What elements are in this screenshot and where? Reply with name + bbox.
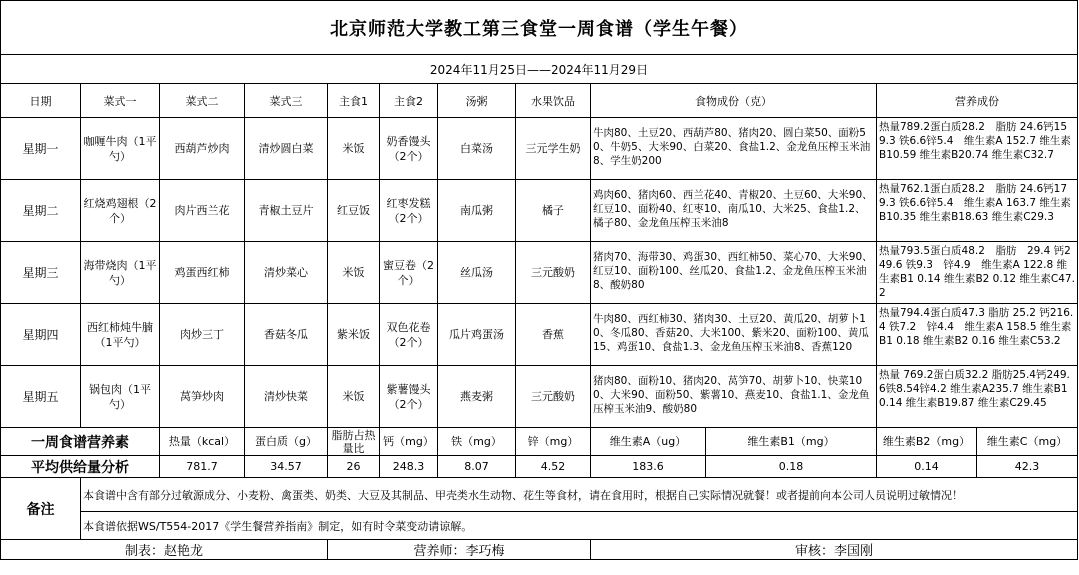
summary-value-row <box>1 456 1078 478</box>
dish3: 清炒圆白菜 <box>245 118 328 180</box>
ingredients: 猪肉70、海带30、鸡蛋30、西红柿50、菜心70、大米90、红豆10、面粉100、丝瓜20、食盐1.2、金龙鱼压榨玉米油8、酸奶80 <box>591 242 877 304</box>
dish1: 锅包肉（1平勺） <box>81 366 160 428</box>
dish3: 清炒菜心 <box>245 242 328 304</box>
summary-value: 4.52 <box>516 456 591 478</box>
ingredients: 猪肉80、面粉10、猪肉20、莴笋70、胡萝卜10、快菜100、大米90、面粉50、紫薯10、燕麦10、食盐1.1、金龙鱼压榨玉米油9、酸奶80 <box>591 366 877 428</box>
nutrition: 热量 769.2蛋白质32.2 脂肪25.4钙249.6铁8.54锌4.2 维生素A235.7 维生素B10.14 维生素B19.87 维生素C29.45 <box>877 366 1078 428</box>
summary-value: 0.14 <box>877 456 977 478</box>
summary-label-1: 一周食谱营养素 <box>1 428 160 456</box>
dish1: 咖喱牛肉（1平勺） <box>81 118 160 180</box>
staple2: 紫薯馒头（2个） <box>380 366 438 428</box>
summary-value: 26 <box>328 456 380 478</box>
header-fruit: 水果饮品 <box>516 84 591 118</box>
allergen-notice: 本食谱中含有部分过敏源成分、小麦粉、禽蛋类、奶类、大豆及其制品、甲壳类水生动物、花生等食材，请在食用时，根据自己实际情况就餐！或者提前向本公司人员说明过敏情况！ <box>81 478 1078 512</box>
dish3: 清炒快菜 <box>245 366 328 428</box>
staple1: 米饭 <box>328 366 380 428</box>
header-dish3: 菜式三 <box>245 84 328 118</box>
summary-header: 维生素A（ug） <box>591 428 706 456</box>
header-staple1: 主食1 <box>328 84 380 118</box>
table-row <box>1 242 1078 304</box>
summary-header: 维生素C（mg） <box>977 428 1078 456</box>
summary-value: 34.57 <box>245 456 328 478</box>
ingredients: 牛肉80、土豆20、西葫芦80、猪肉20、圆白菜50、面粉50、牛奶5、大米90、白菜20、食盐1.2、金龙鱼压榨玉米油8、学生奶200 <box>591 118 877 180</box>
header-staple2: 主食2 <box>380 84 438 118</box>
guideline-notice: 本食谱依据WS/T554-2017《学生餐营养指南》制定，如有时令菜变动请谅解。 <box>81 512 1078 540</box>
soup: 南瓜粥 <box>438 180 516 242</box>
summary-header: 蛋白质（g） <box>245 428 328 456</box>
ingredients: 鸡肉60、猪肉60、西兰花40、青椒20、土豆60、大米90、红豆10、面粉40、红枣10、南瓜10、大米25、食盐1.2、橘子80、金龙鱼压榨玉米油8 <box>591 180 877 242</box>
table-row <box>1 366 1078 428</box>
day-label: 星期三 <box>1 242 81 304</box>
summary-label-2: 平均供给量分析 <box>1 456 160 478</box>
dish2: 西葫芦炒肉 <box>160 118 245 180</box>
fruit-drink: 三元酸奶 <box>516 366 591 428</box>
soup: 瓜片鸡蛋汤 <box>438 304 516 366</box>
staple2: 奶香馒头（2个） <box>380 118 438 180</box>
summary-header-row <box>1 428 1078 456</box>
staple2: 红枣发糕（2个） <box>380 180 438 242</box>
day-label: 星期二 <box>1 180 81 242</box>
soup: 白菜汤 <box>438 118 516 180</box>
header-dish1: 菜式一 <box>81 84 160 118</box>
dish1: 红烧鸡翅根（2个） <box>81 180 160 242</box>
summary-value: 0.18 <box>706 456 877 478</box>
nutrition: 热量789.2蛋白质28.2 脂肪 24.6钙159.3 铁6.6锌5.4 维生素A 152.7 维生素B10.59 维生素B20.74 维生素C32.7 <box>877 118 1078 180</box>
fruit-drink: 三元学生奶 <box>516 118 591 180</box>
dish2: 肉片西兰花 <box>160 180 245 242</box>
fruit-drink: 香蕉 <box>516 304 591 366</box>
nutrition: 热量793.5蛋白质48.2 脂肪 29.4 钙249.6 铁9.3 锌4.9 维生素A 122.8 维生素B1 0.14 维生素B2 0.12 维生素C47.2 <box>877 242 1078 304</box>
day-label: 星期四 <box>1 304 81 366</box>
summary-header: 锌（mg） <box>516 428 591 456</box>
summary-value: 248.3 <box>380 456 438 478</box>
summary-header: 脂肪占热量比 <box>328 428 380 456</box>
soup: 燕麦粥 <box>438 366 516 428</box>
table-row <box>1 304 1078 366</box>
staple1: 米饭 <box>328 242 380 304</box>
soup: 丝瓜汤 <box>438 242 516 304</box>
header-soup: 汤粥 <box>438 84 516 118</box>
remark-row <box>1 512 1078 540</box>
ingredients: 牛肉80、西红柿30、猪肉30、土豆20、黄瓜20、胡萝卜10、冬瓜80、香菇20、大米100、紫米20、面粉100、黄瓜15、鸡蛋10、食盐1.3、金龙鱼压榨玉米油8、香蕉120 <box>591 304 877 366</box>
header-ingredients: 食物成份（克） <box>591 84 877 118</box>
dish1: 西红柿炖牛腩（1平勺） <box>81 304 160 366</box>
summary-header: 铁（mg） <box>438 428 516 456</box>
header-nutrition: 营养成份 <box>877 84 1078 118</box>
fruit-drink: 橘子 <box>516 180 591 242</box>
footer-reviewer: 审核：李国刚 <box>591 540 1078 560</box>
dish2: 鸡蛋西红柿 <box>160 242 245 304</box>
staple2: 双色花卷（2个） <box>380 304 438 366</box>
day-label: 星期五 <box>1 366 81 428</box>
remarks-label: 备注 <box>1 478 81 540</box>
summary-value: 183.6 <box>591 456 706 478</box>
nutrition: 热量762.1蛋白质28.2 脂肪 24.6钙179.3 铁6.6锌5.4 维生素A 163.7 维生素B10.35 维生素B18.63 维生素C29.3 <box>877 180 1078 242</box>
header-row <box>1 84 1078 118</box>
staple1: 米饭 <box>328 118 380 180</box>
table-row <box>1 180 1078 242</box>
nutrition: 热量794.4蛋白质47.3 脂肪 25.2 钙216.4 铁7.2 锌4.4 维生素A 158.5 维生素B1 0.18 维生素B2 0.16 维生素C53.2 <box>877 304 1078 366</box>
staple1: 紫米饭 <box>328 304 380 366</box>
fruit-drink: 三元酸奶 <box>516 242 591 304</box>
summary-header: 维生素B1（mg） <box>706 428 877 456</box>
staple2: 蜜豆卷（2个） <box>380 242 438 304</box>
summary-header: 热量（kcal） <box>160 428 245 456</box>
summary-header: 钙（mg） <box>380 428 438 456</box>
date-range: 2024年11月25日——2024年11月29日 <box>1 55 1078 84</box>
day-label: 星期一 <box>1 118 81 180</box>
remark-row <box>1 478 1078 512</box>
footer-nutritionist: 营养师：李巧梅 <box>328 540 591 560</box>
summary-header: 维生素B2（mg） <box>877 428 977 456</box>
summary-value: 8.07 <box>438 456 516 478</box>
dish2: 肉炒三丁 <box>160 304 245 366</box>
footer-row <box>1 540 1078 560</box>
table-row <box>1 118 1078 180</box>
staple1: 红豆饭 <box>328 180 380 242</box>
dish3: 香菇冬瓜 <box>245 304 328 366</box>
header-dish2: 菜式二 <box>160 84 245 118</box>
summary-value: 42.3 <box>977 456 1078 478</box>
header-date: 日期 <box>1 84 81 118</box>
dish3: 青椒土豆片 <box>245 180 328 242</box>
summary-value: 781.7 <box>160 456 245 478</box>
dish2: 莴笋炒肉 <box>160 366 245 428</box>
footer-maker: 制表：赵艳龙 <box>1 540 328 560</box>
dish1: 海带烧肉（1平勺） <box>81 242 160 304</box>
page-title: 北京师范大学教工第三食堂一周食谱（学生午餐） <box>1 1 1078 55</box>
